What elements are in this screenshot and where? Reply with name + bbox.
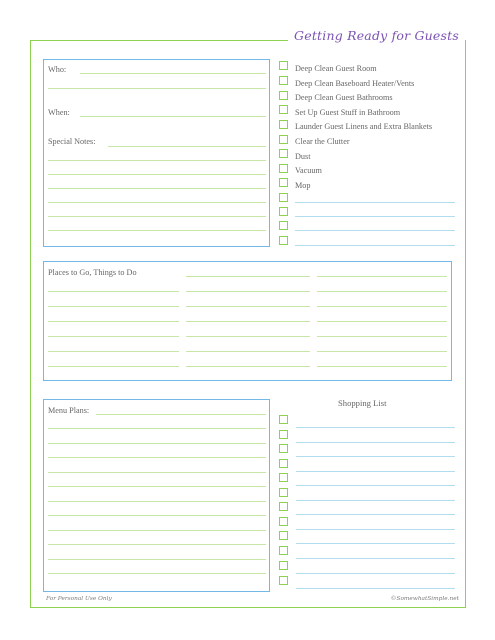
- task-label: Dust: [295, 152, 311, 161]
- shopping-line[interactable]: [296, 588, 455, 589]
- menu-line[interactable]: [48, 472, 266, 473]
- menu-line[interactable]: [96, 414, 266, 415]
- shopping-checkbox[interactable]: [279, 430, 288, 439]
- menu-line[interactable]: [48, 443, 266, 444]
- task-blank-line[interactable]: [295, 216, 455, 217]
- shopping-list-label: Shopping List: [338, 398, 387, 408]
- task-checkbox[interactable]: [279, 178, 288, 187]
- notes-line[interactable]: [48, 202, 266, 203]
- menu-line[interactable]: [48, 457, 266, 458]
- places-line[interactable]: [48, 321, 179, 322]
- menu-line[interactable]: [48, 515, 266, 516]
- menu-line[interactable]: [48, 428, 266, 429]
- shopping-line[interactable]: [296, 427, 455, 428]
- notes-line[interactable]: [48, 216, 266, 217]
- notes-line[interactable]: [108, 146, 266, 147]
- task-label: Deep Clean Guest Room: [295, 64, 377, 73]
- notes-line[interactable]: [48, 174, 266, 175]
- task-blank-line[interactable]: [295, 230, 455, 231]
- shopping-line[interactable]: [296, 471, 455, 472]
- footer-personal-use: For Personal Use Only: [46, 596, 112, 602]
- places-line[interactable]: [48, 366, 179, 367]
- shopping-line[interactable]: [296, 558, 455, 559]
- places-line[interactable]: [186, 351, 310, 352]
- when-line[interactable]: [80, 116, 266, 117]
- places-line[interactable]: [317, 321, 447, 322]
- menu-line[interactable]: [48, 530, 266, 531]
- special-notes-label: Special Notes:: [48, 137, 96, 146]
- places-line[interactable]: [317, 351, 447, 352]
- places-line[interactable]: [48, 306, 179, 307]
- task-blank-line[interactable]: [295, 202, 455, 203]
- places-line[interactable]: [48, 351, 179, 352]
- places-line[interactable]: [186, 291, 310, 292]
- shopping-checkbox[interactable]: [279, 459, 288, 468]
- shopping-line[interactable]: [296, 442, 455, 443]
- places-line[interactable]: [317, 306, 447, 307]
- page-title: Getting Ready for Guests: [288, 28, 465, 43]
- shopping-checkbox[interactable]: [279, 473, 288, 482]
- places-line[interactable]: [186, 276, 310, 277]
- notes-line[interactable]: [48, 230, 266, 231]
- places-label: Places to Go, Things to Do: [48, 268, 137, 277]
- shopping-checkbox[interactable]: [279, 531, 288, 540]
- shopping-checkbox[interactable]: [279, 444, 288, 453]
- shopping-checkbox[interactable]: [279, 517, 288, 526]
- task-checkbox[interactable]: [279, 207, 288, 216]
- places-line[interactable]: [317, 276, 447, 277]
- task-label: Clear the Clutter: [295, 137, 350, 146]
- places-line[interactable]: [317, 366, 447, 367]
- places-line[interactable]: [186, 306, 310, 307]
- places-line[interactable]: [186, 336, 310, 337]
- menu-line[interactable]: [48, 486, 266, 487]
- shopping-checkbox[interactable]: [279, 561, 288, 570]
- task-checkbox[interactable]: [279, 120, 288, 129]
- shopping-line[interactable]: [296, 529, 455, 530]
- task-label: Deep Clean Baseboard Heater/Vents: [295, 79, 415, 88]
- task-checkbox[interactable]: [279, 105, 288, 114]
- task-checkbox[interactable]: [279, 149, 288, 158]
- menu-line[interactable]: [48, 573, 266, 574]
- task-label: Deep Clean Guest Bathrooms: [295, 93, 393, 102]
- task-label: Vacuum: [295, 166, 322, 175]
- task-checkbox[interactable]: [279, 91, 288, 100]
- task-checkbox[interactable]: [279, 193, 288, 202]
- notes-line[interactable]: [48, 188, 266, 189]
- task-checkbox[interactable]: [279, 76, 288, 85]
- shopping-line[interactable]: [296, 573, 455, 574]
- shopping-line[interactable]: [296, 456, 455, 457]
- shopping-line[interactable]: [296, 485, 455, 486]
- task-label: Mop: [295, 181, 311, 190]
- task-blank-line[interactable]: [295, 245, 455, 246]
- shopping-checkbox[interactable]: [279, 415, 288, 424]
- menu-plans-label: Menu Plans:: [48, 406, 90, 415]
- task-checkbox[interactable]: [279, 221, 288, 230]
- shopping-checkbox[interactable]: [279, 546, 288, 555]
- shopping-checkbox[interactable]: [279, 502, 288, 511]
- shopping-line[interactable]: [296, 500, 455, 501]
- menu-line[interactable]: [48, 501, 266, 502]
- task-checkbox[interactable]: [279, 135, 288, 144]
- menu-line[interactable]: [48, 559, 266, 560]
- footer-copyright: ©SomewhatSimple.net: [390, 596, 459, 602]
- shopping-checkbox[interactable]: [279, 576, 288, 585]
- places-line[interactable]: [317, 336, 447, 337]
- places-line[interactable]: [186, 321, 310, 322]
- task-label: Set Up Guest Stuff in Bathroom: [295, 108, 401, 117]
- places-line[interactable]: [48, 291, 179, 292]
- shopping-line[interactable]: [296, 514, 455, 515]
- places-line[interactable]: [48, 336, 179, 337]
- places-line[interactable]: [186, 366, 310, 367]
- notes-line[interactable]: [48, 160, 266, 161]
- who-line-2[interactable]: [48, 88, 266, 89]
- task-checkbox[interactable]: [279, 61, 288, 70]
- when-label: When:: [48, 108, 70, 117]
- shopping-line[interactable]: [296, 543, 455, 544]
- shopping-checkbox[interactable]: [279, 488, 288, 497]
- who-label: Who:: [48, 65, 67, 74]
- task-checkbox[interactable]: [279, 236, 288, 245]
- task-checkbox[interactable]: [279, 164, 288, 173]
- places-line[interactable]: [317, 291, 447, 292]
- task-label: Launder Guest Linens and Extra Blankets: [295, 122, 433, 131]
- who-line[interactable]: [80, 73, 266, 74]
- menu-line[interactable]: [48, 544, 266, 545]
